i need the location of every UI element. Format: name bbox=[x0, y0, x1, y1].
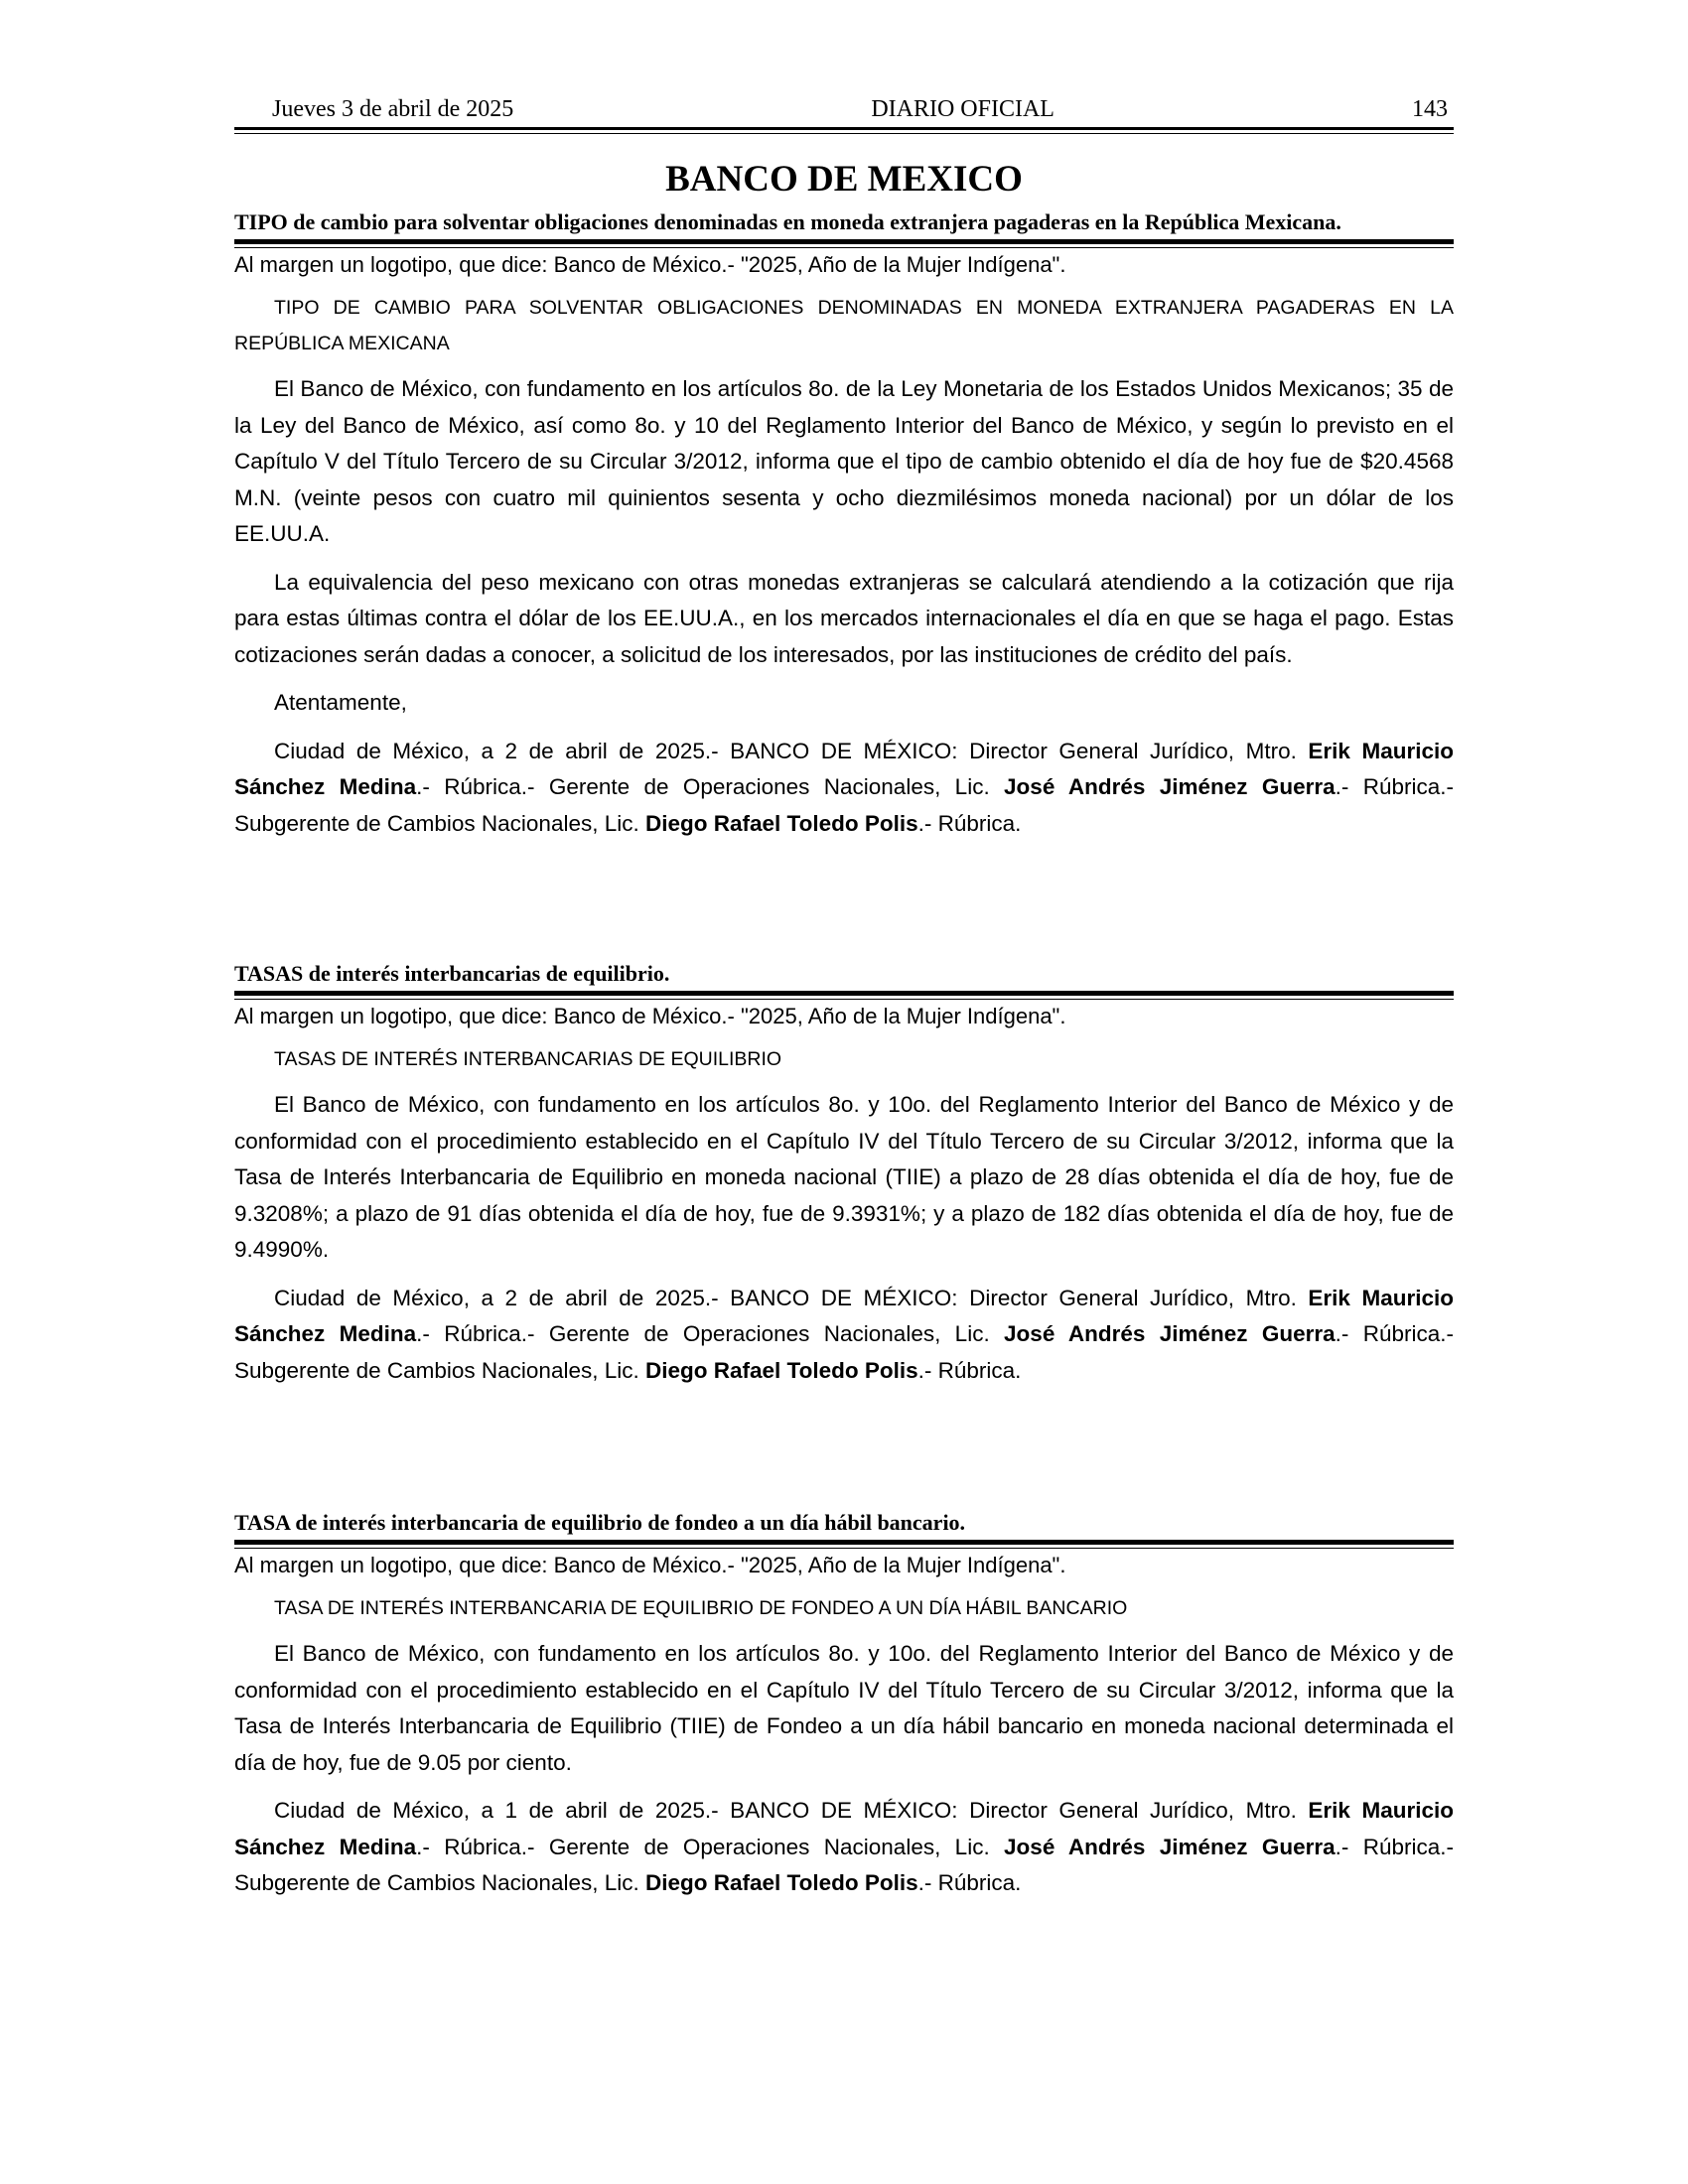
header-rule bbox=[234, 133, 1454, 134]
body-paragraph: El Banco de México, con fundamento en los artículos 8o. y 10o. del Reglamento Interior del Banco de México y de conformidad con el procedimiento establecido en el Capítulo IV del Título Tercero de su Circular 3/2012, informa que la Tasa de Interés Interbancaria de Equilibrio (TIIE) de Fondeo a un día hábil bancario en moneda nacional determinada el día de hoy, fue de 9.05 por ciento. bbox=[234, 1641, 1454, 1775]
running-header bbox=[234, 95, 1454, 130]
signature-text: .- Rúbrica.- Subgerente de Cambios Nacionales, Lic. bbox=[234, 1321, 1454, 1383]
notice-exchange-rate bbox=[234, 209, 1454, 842]
notice-caps-title: TASAS DE INTERÉS INTERBANCARIAS DE EQUILIBRIO bbox=[274, 1048, 782, 1070]
signature-text: .- Rúbrica.- Subgerente de Cambios Nacionales, Lic. bbox=[234, 774, 1454, 836]
title-rule-thick bbox=[234, 1540, 1454, 1545]
signature-text: .- Rúbrica.- Gerente de Operaciones Nacionales, Lic. bbox=[416, 1321, 1005, 1346]
notice-caps-title: TIPO DE CAMBIO PARA SOLVENTAR OBLIGACIONES DENOMINADAS EN MONEDA EXTRANJERA PAGADERAS EN LA REPÚBLICA MEXICANA bbox=[234, 297, 1454, 354]
margin-note: Al margen un logotipo, que dice: Banco de México.- "2025, Año de la Mujer Indígena". bbox=[234, 252, 1066, 277]
gazette-page bbox=[234, 95, 1454, 1902]
signature-block bbox=[234, 1281, 1454, 1390]
notice-title: TASA de interés interbancaria de equilibrio de fondeo a un día hábil bancario. bbox=[234, 1510, 966, 1535]
signature-tail: .- Rúbrica. bbox=[917, 1357, 1022, 1383]
margin-note: Al margen un logotipo, que dice: Banco de México.- "2025, Año de la Mujer Indígena". bbox=[234, 1553, 1066, 1577]
signatory-name: Diego Rafael Toledo Polis bbox=[645, 810, 918, 836]
signature-lead: Ciudad de México, a 2 de abril de 2025.- BANCO DE MÉXICO: Director General Jurídico, Mtro. bbox=[274, 738, 1309, 763]
notice-interbank-rates bbox=[234, 961, 1454, 1389]
header-page-number: 143 bbox=[1412, 96, 1448, 122]
title-rule-thin bbox=[234, 999, 1454, 1000]
title-rule-thin bbox=[234, 247, 1454, 248]
signature-block bbox=[234, 734, 1454, 843]
body-paragraph: El Banco de México, con fundamento en los artículos 8o. de la Ley Monetaria de los Estados Unidos Mexicanos; 35 de la Ley del Banco de México, así como 8o. y 10 del Reglamento Interior del Banco de México, y según lo previsto en el Capítulo V del Título Tercero de su Circular 3/2012, informa que el tipo de cambio obtenido el día de hoy fue de $20.4568 M.N. (veinte pesos con cuatro mil quinientos sesenta y ocho diezmilésimos moneda nacional) por un dólar de los EE.UU.A. bbox=[234, 376, 1454, 546]
notice-title: TASAS de interés interbancarias de equilibrio. bbox=[234, 961, 670, 986]
signature-lead: Ciudad de México, a 2 de abril de 2025.- BANCO DE MÉXICO: Director General Jurídico, Mtro. bbox=[274, 1285, 1309, 1310]
signatory-name: Erik Mauricio Sánchez Medina bbox=[234, 738, 1454, 799]
signature-text: .- Rúbrica.- Gerente de Operaciones Nacionales, Lic. bbox=[416, 774, 1005, 799]
signature-lead: Ciudad de México, a 1 de abril de 2025.- BANCO DE MÉXICO: Director General Jurídico, Mtro. bbox=[274, 1798, 1309, 1823]
notice-caps-title: TASA DE INTERÉS INTERBANCARIA DE EQUILIBRIO DE FONDEO A UN DÍA HÁBIL BANCARIO bbox=[274, 1597, 1128, 1619]
header-publication: DIARIO OFICIAL bbox=[871, 96, 1055, 122]
signatory-name: Diego Rafael Toledo Polis bbox=[645, 1870, 918, 1895]
closing-salutation: Atentamente, bbox=[274, 690, 407, 715]
signatory-name: Diego Rafael Toledo Polis bbox=[645, 1357, 918, 1383]
signatory-name: José Andrés Jiménez Guerra bbox=[1004, 774, 1336, 799]
notice-title: TIPO de cambio para solventar obligaciones denominadas en moneda extranjera pagaderas en la República Mexicana. bbox=[234, 209, 1341, 234]
section-heading: BANCO DE MEXICO bbox=[665, 159, 1023, 200]
margin-note: Al margen un logotipo, que dice: Banco de México.- "2025, Año de la Mujer Indígena". bbox=[234, 1004, 1066, 1028]
signatory-name: Erik Mauricio Sánchez Medina bbox=[234, 1798, 1454, 1859]
body-paragraph: El Banco de México, con fundamento en los artículos 8o. y 10o. del Reglamento Interior del Banco de México y de conformidad con el procedimiento establecido en el Capítulo IV del Título Tercero de su Circular 3/2012, informa que la Tasa de Interés Interbancaria de Equilibrio en moneda nacional (TIIE) a plazo de 28 días obtenida el día de hoy, fue de 9.3208%; a plazo de 91 días obtenida el día de hoy, fue de 9.3931%; y a plazo de 182 días obtenida el día de hoy, fue de 9.4990%. bbox=[234, 1092, 1454, 1262]
signature-text: .- Rúbrica.- Subgerente de Cambios Nacionales, Lic. bbox=[234, 1834, 1454, 1895]
signature-tail: .- Rúbrica. bbox=[917, 1870, 1022, 1895]
signatory-name: José Andrés Jiménez Guerra bbox=[1004, 1321, 1336, 1346]
title-rule-thick bbox=[234, 239, 1454, 244]
signatory-name: Erik Mauricio Sánchez Medina bbox=[234, 1285, 1454, 1346]
title-rule-thick bbox=[234, 991, 1454, 996]
header-date: Jueves 3 de abril de 2025 bbox=[272, 96, 514, 122]
signature-tail: .- Rúbrica. bbox=[917, 810, 1022, 836]
title-rule-thin bbox=[234, 1548, 1454, 1549]
signatory-name: José Andrés Jiménez Guerra bbox=[1004, 1834, 1336, 1859]
signature-block bbox=[234, 1793, 1454, 1902]
notice-funding-rate bbox=[234, 1510, 1454, 1902]
signature-text: .- Rúbrica.- Gerente de Operaciones Nacionales, Lic. bbox=[416, 1834, 1005, 1859]
body-paragraph: La equivalencia del peso mexicano con otras monedas extranjeras se calculará atendiendo a la cotización que rija para estas últimas contra el dólar de los EE.UU.A., en los mercados internacionales el día en que se haga el pago. Estas cotizaciones serán dadas a conocer, a solicitud de los interesados, por las instituciones de crédito del país. bbox=[234, 569, 1454, 667]
